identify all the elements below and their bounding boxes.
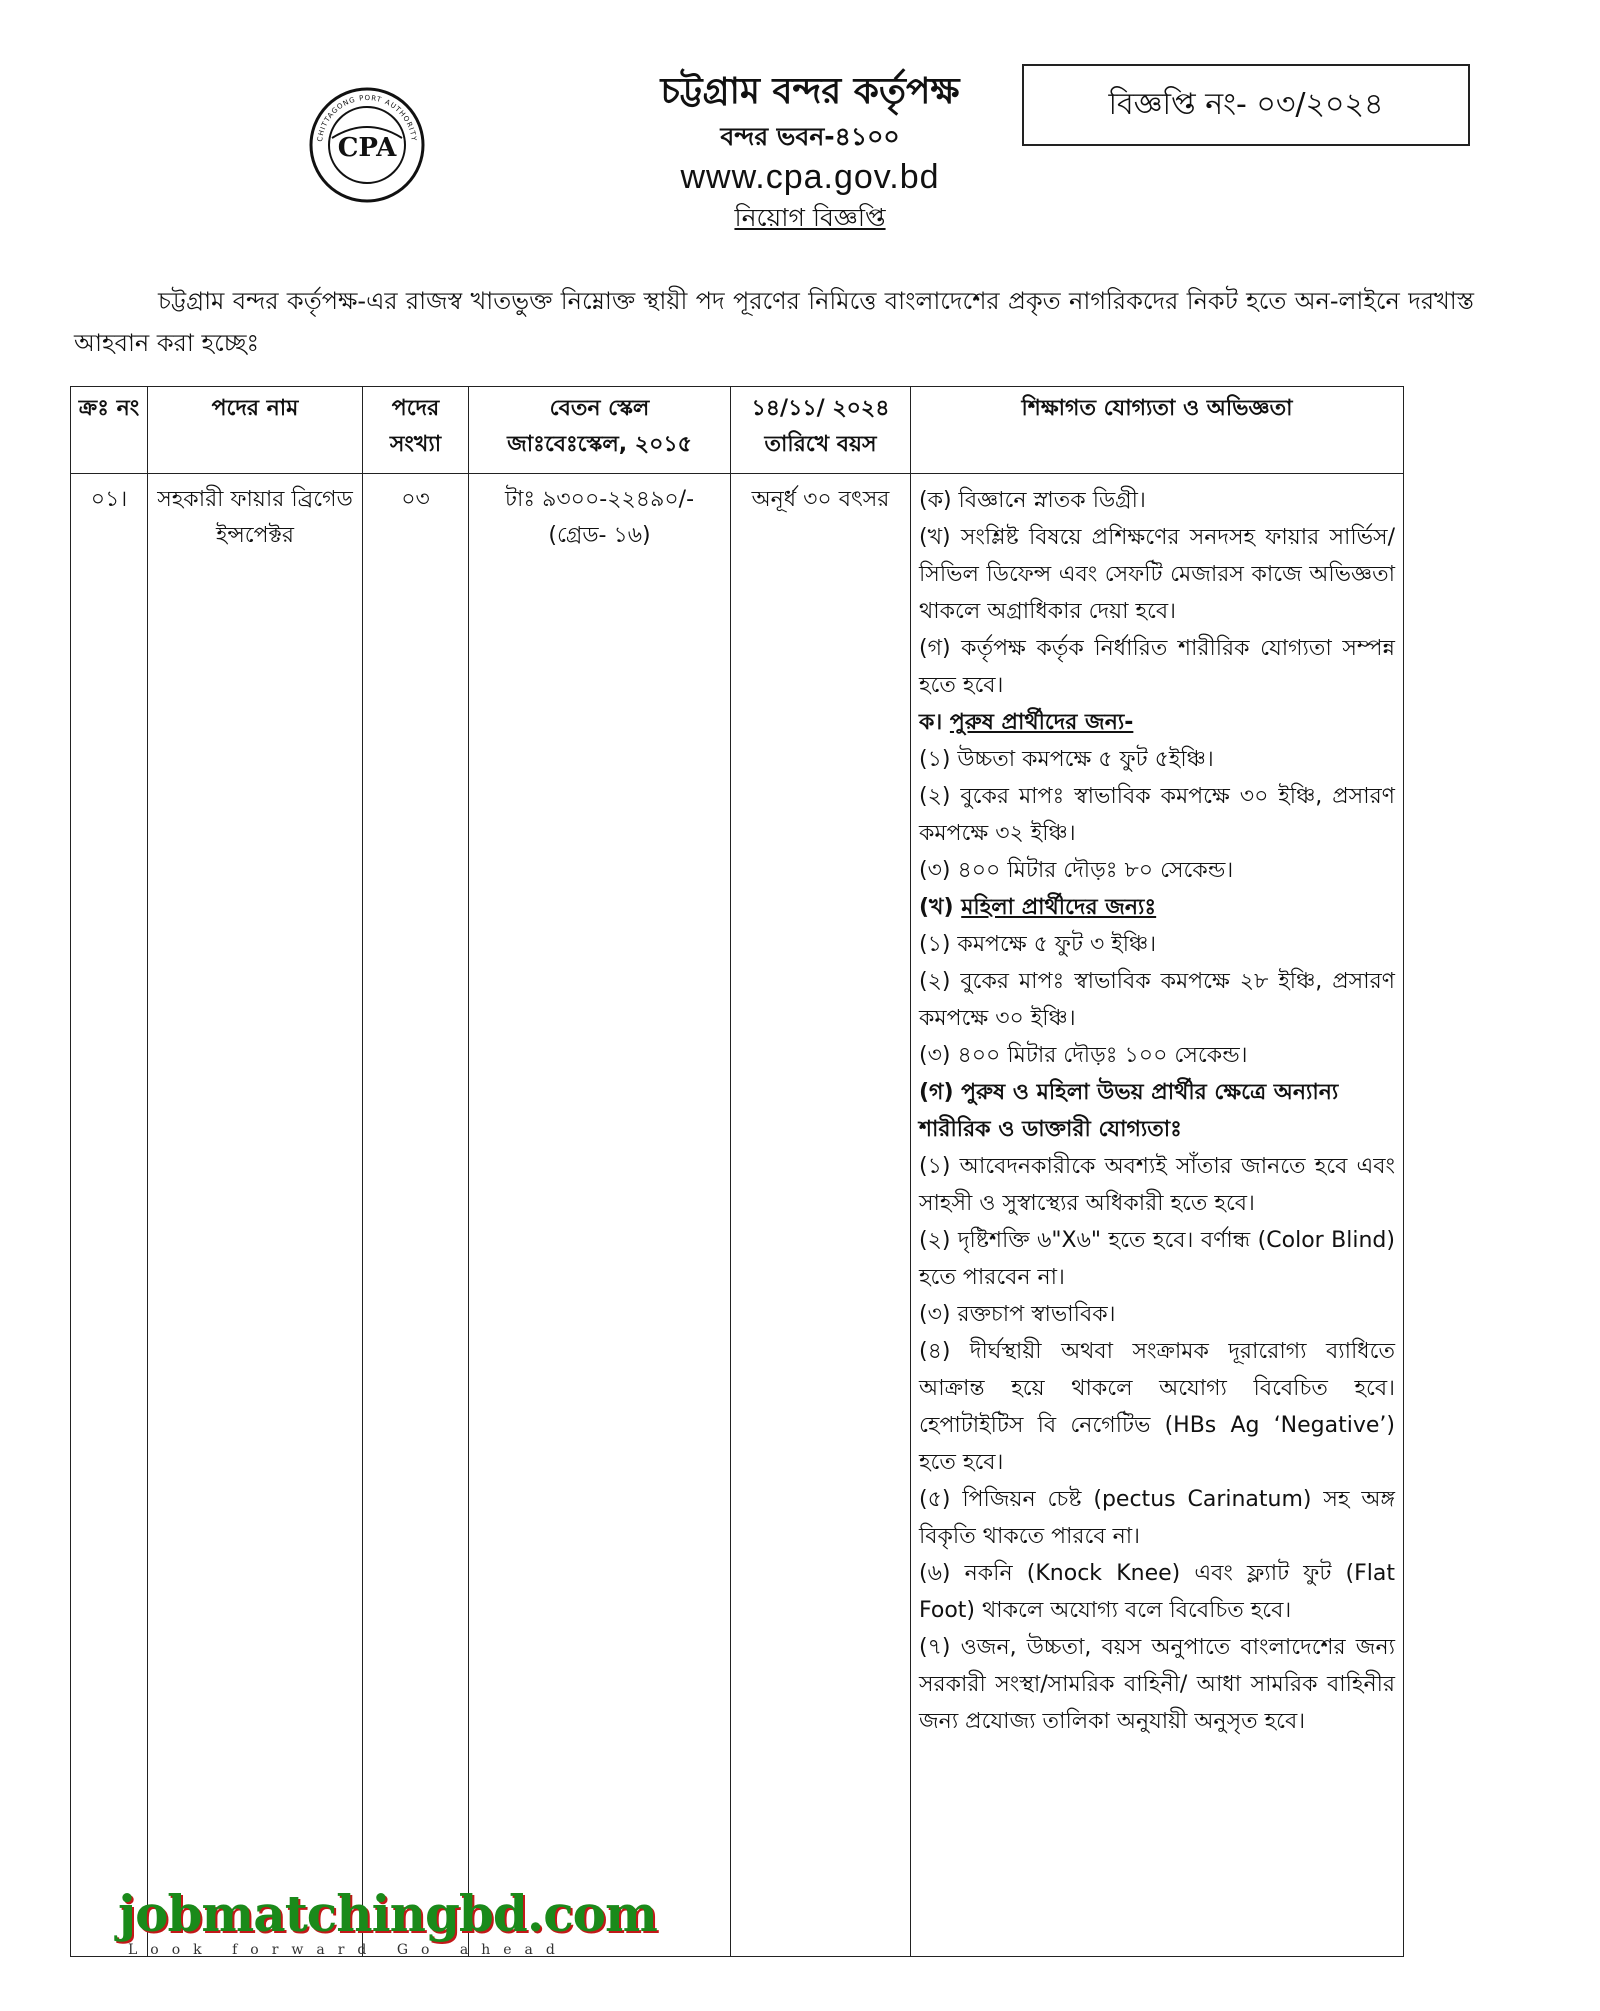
header-post-count: পদের সংখ্যা [363, 387, 469, 474]
notice-number: বিজ্ঞপ্তি নং- ০৩/২০২৪ [1022, 64, 1470, 146]
header-pay-line2: জাঃবেঃস্কেল, ২০১৫ [507, 432, 692, 457]
female-req-3: (৩) ৪০০ মিটার দৌড়ঃ ১০০ সেকেন্ড। [919, 1043, 1248, 1068]
pay-grade: (গ্রেড- ১৬) [548, 523, 651, 548]
header-age-line2: তারিখে বয়স [764, 432, 877, 457]
male-heading-text: পুরুষ প্রার্থীদের জন্য- [949, 710, 1134, 735]
qual-a: (ক) বিজ্ঞানে স্নাতক ডিগ্রী। [919, 488, 1146, 513]
pay-amount: টাঃ ৯৩০০-২২৪৯০/- [504, 487, 695, 512]
letterhead [560, 66, 1060, 238]
both-heading: (গ) পুরুষ ও মহিলা উভয় প্রার্থীর ক্ষেত্রে অন্যান্য শারীরিক ও ডাক্তারী যোগ্যতাঃ [919, 1080, 1339, 1142]
intro-paragraph: চট্টগ্রাম বন্দর কর্তৃপক্ষ-এর রাজস্ব খাতভুক্ত নিম্নোক্ত স্থায়ী পদ পূরণের নিমিত্তে বাংলাদেশের প্রকৃত নাগরিকদের নিকট হতে অন-লাইনে দরখাস্ত আহবান করা হচ্ছেঃ [74, 287, 1474, 357]
female-req-2: (২) বুকের মাপঃ স্বাভাবিক কমপক্ষে ২৮ ইঞ্চি, প্রসারণ কমপক্ষে ৩০ ইঞ্চি। [919, 969, 1395, 1031]
female-req-1: (১) কমপক্ষে ৫ ফুট ৩ ইঞ্চি। [919, 932, 1157, 957]
logo-ring-text: CHITTAGONG PORT AUTHORITY [316, 93, 418, 143]
both-req-6: (৬) নকনি (Knock Knee) এবং ফ্ল্যাট ফুট (Flat Foot) থাকলে অযোগ্য বলে বিবেচিত হবে। [919, 1561, 1395, 1623]
cell-serial: ০১। [71, 474, 148, 1957]
cell-post-name: সহকারী ফায়ার ব্রিগেড ইন্সপেক্টর [148, 474, 363, 1957]
header-age [731, 387, 911, 474]
male-req-2: (২) বুকের মাপঃ স্বাভাবিক কমপক্ষে ৩০ ইঞ্চি, প্রসারণ কমপক্ষে ৩২ ইঞ্চি। [919, 784, 1395, 846]
watermark [118, 1884, 657, 1966]
watermark-brand: jobmatchingbd.com [118, 1884, 657, 1943]
qual-b: (খ) সংশ্লিষ্ট বিষয়ে প্রশিক্ষণের সনদসহ ফায়ার সার্ভিস/সিভিল ডিফেন্স এবং সেফটি মেজারস কাজে অভিজ্ঞতা থাকলে অগ্রাধিকার দেয়া হবে। [919, 525, 1395, 624]
header-post-name: পদের নাম [148, 387, 363, 474]
both-req-7: (৭) ওজন, উচ্চতা, বয়স অনুপাতে বাংলাদেশের জন্য সরকারী সংস্থা/সামরিক বাহিনী/ আধা সামরিক বাহিনীর জন্য প্রযোজ্য তালিকা অনুযায়ী অনুসৃত হবে। [919, 1635, 1395, 1734]
cell-age: অনূর্ধ ৩০ বৎসর [731, 474, 911, 1957]
table-row [71, 474, 1404, 1957]
female-heading [919, 889, 1395, 926]
header-serial: ক্রঃ নং [71, 387, 148, 474]
both-req-3: (৩) রক্তচাপ স্বাভাবিক। [919, 1302, 1116, 1327]
male-req-1: (১) উচ্চতা কমপক্ষে ৫ ফুট ৫ইঞ্চি। [919, 747, 1214, 772]
female-heading-text: মহিলা প্রার্থীদের জন্যঃ [961, 895, 1157, 920]
male-req-3: (৩) ৪০০ মিটার দৌড়ঃ ৮০ সেকেন্ড। [919, 858, 1234, 883]
vacancy-table [70, 386, 1404, 1957]
header-qualification: শিক্ষাগত যোগ্যতা ও অভিজ্ঞতা [911, 387, 1404, 474]
cpa-logo [308, 86, 426, 204]
header-age-line1: ১৪/১১/ ২০২৪ [751, 396, 890, 421]
both-req-1: (১) আবেদনকারীকে অবশ্যই সাঁতার জানতে হবে এবং সাহসী ও সুস্বাস্থ্যের অধিকারী হতে হবে। [919, 1154, 1395, 1216]
cell-pay-scale [469, 474, 731, 1957]
female-heading-prefix: (খ) [919, 895, 962, 920]
org-website: www.cpa.gov.bd [680, 158, 940, 196]
watermark-tagline: Look forward Go ahead [128, 1942, 568, 1958]
org-address: বন্দর ভবন-৪১০০ [720, 122, 900, 151]
both-req-2: (২) দৃষ্টিশক্তি ৬"X৬" হতে হবে। বর্ণান্ধ (Color Blind) হতে পারবেন না। [919, 1228, 1395, 1290]
both-req-4: (৪) দীর্ঘস্থায়ী অথবা সংক্রামক দূরারোগ্য ব্যাধিতে আক্রান্ত হয়ে থাকলে অযোগ্য বিবেচিত হবে। হেপাটাইটিস বি নেগেটিভ (HBs Ag ‘Negative’) হতে হবে। [919, 1339, 1395, 1475]
both-req-5: (৫) পিজিয়ন চেষ্ট (pectus Carinatum) সহ অঙ্গ বিকৃতি থাকতে পারবে না। [919, 1487, 1395, 1549]
qual-c: (গ) কর্তৃপক্ষ কর্তৃক নির্ধারিত শারীরিক যোগ্যতা সম্পন্ন হতে হবে। [919, 636, 1395, 698]
table-header-row [71, 387, 1404, 474]
male-heading-prefix: ক। [919, 710, 950, 735]
header-pay-line1: বেতন স্কেল [549, 396, 650, 421]
page-title: নিয়োগ বিজ্ঞপ্তি [734, 203, 886, 232]
org-name: চট্টগ্রাম বন্দর কর্তৃপক্ষ [660, 71, 960, 112]
cell-qualification [911, 474, 1404, 1957]
cell-post-count: ০৩ [363, 474, 469, 1957]
male-heading [919, 704, 1395, 741]
header-pay-scale [469, 387, 731, 474]
logo-text: CPA [337, 133, 397, 163]
